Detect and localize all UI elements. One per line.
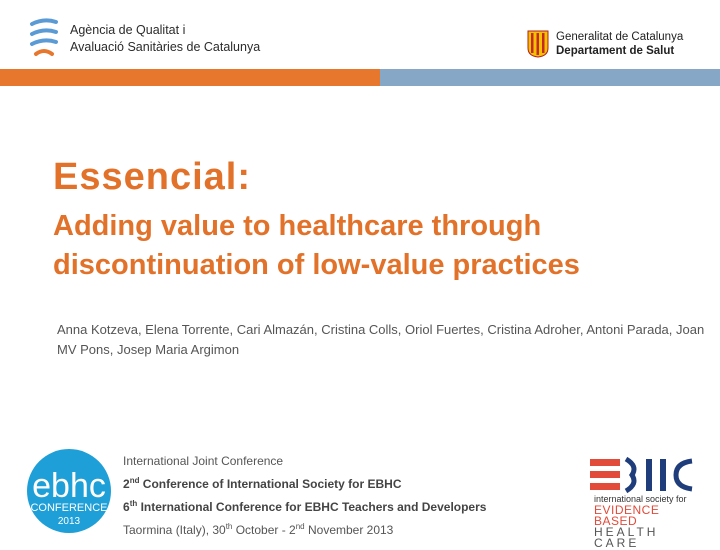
generalitat-emblem-icon — [527, 30, 549, 58]
ebhc-logo-label: CONFERENCE — [30, 502, 108, 514]
government-name-line1: Generalitat de Catalunya — [556, 31, 684, 43]
header-blue-bar — [380, 69, 720, 86]
isebhc-line1: international society for — [594, 494, 687, 504]
ebhc-logo-word: ebhc — [32, 467, 106, 505]
government-name — [556, 30, 683, 58]
authors-list: Anna Kotzeva, Elena Torrente, Cari Almazán, Cristina Colls, Oriol Fuertes, Cristina Adroher, Antoni Parada, Joan MV Pons, Josep Maria Argimon — [57, 322, 705, 357]
government-department: Departament de Salut — [556, 45, 675, 57]
isebhc-name — [594, 494, 706, 549]
conference-info — [123, 452, 486, 540]
slide-subtitle: Adding value to healthcare through discontinuation of low-value practices — [53, 210, 580, 281]
isebhc-logo-icon — [588, 455, 698, 495]
conference-line1: International Joint Conference — [123, 454, 284, 468]
ebhc-conference-logo — [24, 447, 118, 535]
isebhc-line3: HEALTH CARE — [594, 525, 659, 550]
isebhc-line2: EVIDENCE BASED — [594, 503, 660, 528]
conference-line2: 2nd Conference of International Society for EBHC — [123, 476, 402, 491]
conference-line4: Taormina (Italy), 30th October - 2nd November 2013 — [123, 522, 394, 537]
agency-name-line2: Avaluació Sanitàries de Catalunya — [70, 40, 261, 54]
aqua-logo-icon — [28, 16, 60, 58]
slide-title: Essencial: — [53, 156, 251, 198]
agency-name — [70, 22, 260, 56]
agency-name-line1: Agència de Qualitat i — [70, 23, 186, 37]
conference-line3: 6th International Conference for EBHC Teachers and Developers — [123, 499, 487, 514]
ebhc-logo-year: 2013 — [57, 516, 81, 527]
